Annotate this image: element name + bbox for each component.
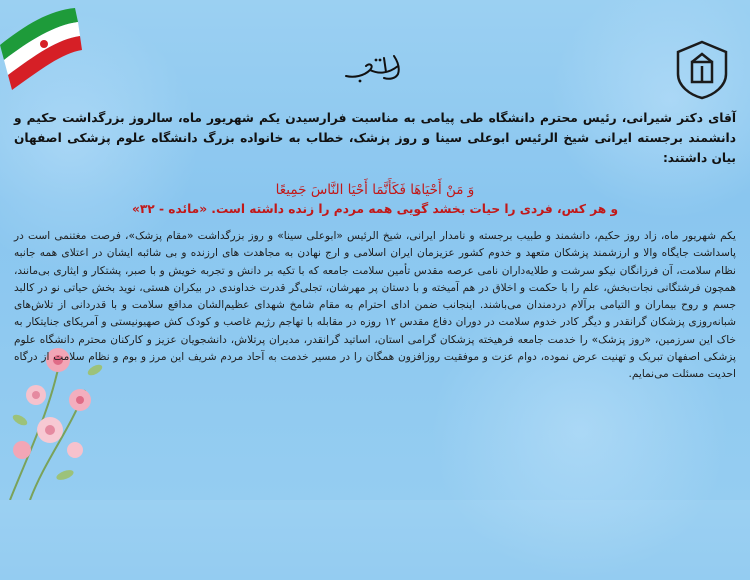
message-content [14,108,736,384]
message-body: یکم شهریور ماه، زاد روز حکیم، دانشمند و طبیب برجسته و نامدار ایرانی، شیخ الرئیس «ابوعلی سینا» و روز بزرگداشت «مقام پزشک»، فرصت مغتنمی است در پاسداشت جایگاه والا و ارزشمند پزشکان متعهد و خدوم کشور عزیزمان ایران اسلامی و ارج نهادن به مجاهدت های ارزنده و بی شائبه ایشان در اعتلای همه جانبه نظام سلامت، آن فرزانگان نیکو سرشت و طلایه‌داران نامی عرصه مقدس تأمین سلامت جامعه که با تکیه بر دانش و تجربه خویش و با صبر، پشتکار و ایثاری بی‌مانند، همچون فرشتگانی نجات‌بخش، علم را با حکمت و اخلاق در هم آمیخته و با دستان پر مهرشان، تجلی‌گر قدرت خداوندی در بیکران هستی، نوید بخش حیاتی نو در کالبد جسم و روح بیماران و التیامی برآلام دردمندان می‌باشند. اینجانب ضمن ادای احترام به مقام شامخ شهدای عظیم‌الشان مدافع سلامت و با قدردانی از تلاش‌های شبانه‌روزی پزشکان گرانقدر و دیگر کادر خدوم سلامت در دوران دفاع مقدس ۱۲ روزه در مقابله با تهاجم رژیم غاصب و کودک کش صهیونیستی و آمریکای جنایتکار به خاک این سرزمین، «روز پزشک» را خدمت جامعه فرهیخته پزشکان گرامی استان، اساتید گرانقدر، مدیران پرتلاش، دانشجویان عزیز و کارکنان محترم دانشگاه علوم پزشکی اصفهان تبریک و تهنیت عرض نموده، دوام عزت و موفقیت روزافزون همگان را در مسیر خدمت به آحاد مردم شریف این مرز و بوم و نظام سلامت از درگاه احدیت مسئلت می‌نمایم. [14,230,736,381]
university-logo-icon [674,40,730,100]
iran-flag-ribbon-icon [0,0,120,110]
intro-paragraph: آقای دکتر شیرانی، رئیس محترم دانشگاه طی پیامی به مناسبت فرارسیدن یکم شهریور ماه، سالروز بزرگداشت حکیم و دانشمند برجسته ایرانی شیخ الرئیس ابوعلی سینا و روز پزشک، خطاب به خانواده بزرگ دانشگاه علوم پزشکی اصفهان بیان داشتند: [14,111,736,165]
verse-translation: و هر کس، فردی را حیات بخشد گویی همه مردم را زنده داشته است. «مائده - ۳۲» [131,202,619,216]
calligraphy-bismehi-icon [340,52,410,84]
quran-verse: وَ مَنْ أَحْيَاهَا فَكَأَنَّمَا أَحْيَا النَّاسَ جَمِيعًا [275,182,475,198]
